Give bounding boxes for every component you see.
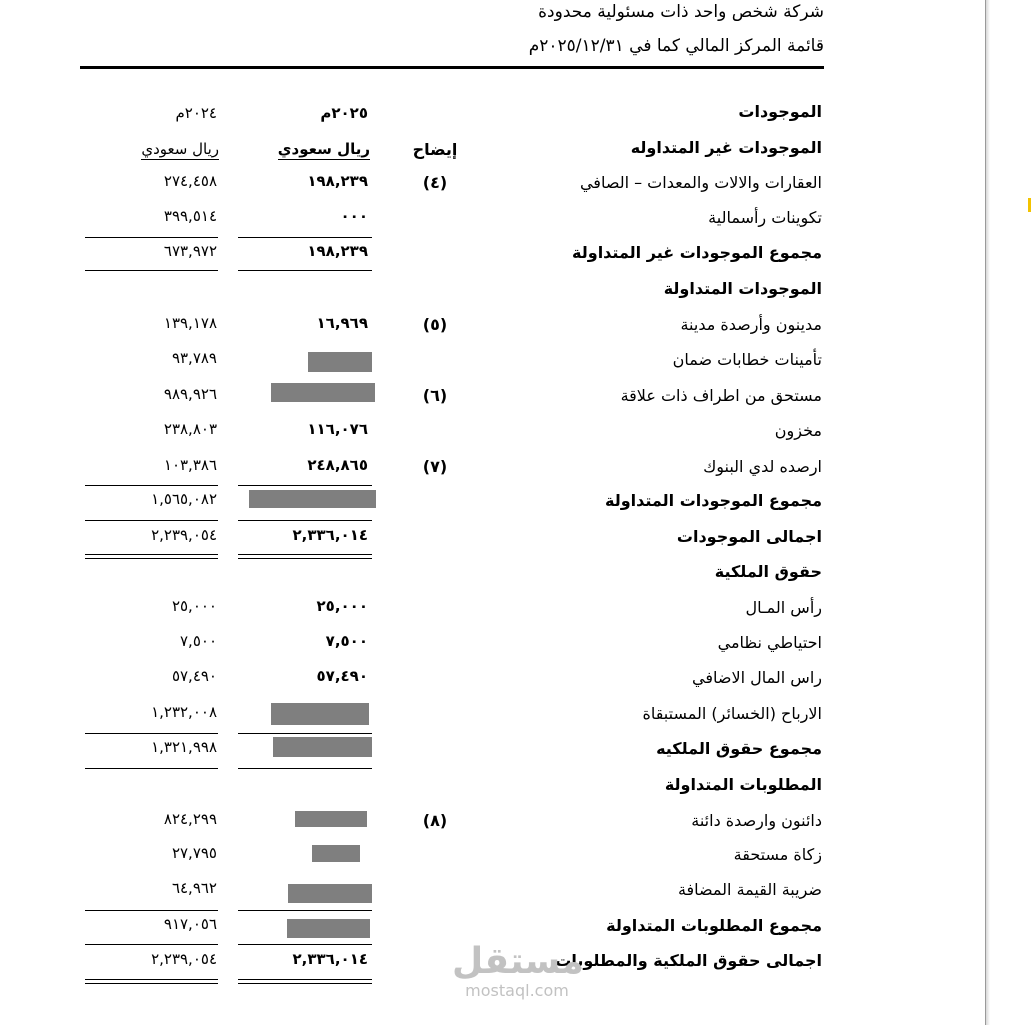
row-label: الارباح (الخسائر) المستبقاة — [642, 704, 822, 723]
row-note: (٨) — [422, 811, 448, 830]
value-2024: ٩٣,٧٨٩ — [171, 349, 217, 367]
currency-2024-header: ريال سعودي — [141, 140, 219, 158]
row-note: (٤) — [422, 173, 448, 192]
table-row — [0, 309, 1034, 343]
row-label: اجمالى حقوق الملكية والمطلوبات — [555, 951, 822, 970]
value-2024: ٢٧٤,٤٥٨ — [163, 172, 217, 190]
value-2025: ١٩٨,٢٣٩ — [307, 242, 368, 260]
value-2025: ٢٥,٠٠٠ — [316, 597, 368, 615]
table-row — [0, 910, 1034, 944]
subtotal-rule — [85, 733, 218, 734]
redaction-block — [249, 490, 376, 508]
row-label: مخزون — [774, 421, 822, 440]
total-double-rule — [85, 979, 218, 984]
note-column-header: إيضاح — [412, 140, 458, 159]
table-row — [0, 380, 1034, 414]
subtotal-rule — [85, 270, 218, 271]
table-row — [0, 733, 1034, 767]
value-2025: ٧,٥٠٠ — [325, 632, 368, 650]
row-label: دائنون وارصدة دائنة — [691, 811, 822, 830]
total-double-rule — [238, 979, 372, 984]
redaction-block — [308, 352, 372, 372]
value-2024: ٢,٢٣٩,٠٥٤ — [151, 950, 217, 968]
subtotal-rule — [238, 520, 372, 521]
row-note: (٧) — [422, 457, 448, 476]
total-double-rule — [238, 554, 372, 559]
table-row — [0, 344, 1034, 378]
table-row — [0, 769, 1034, 803]
subtotal-rule — [85, 910, 218, 911]
watermark-url: mostaql.com — [465, 981, 569, 1000]
row-label: مجموع الموجودات المتداولة — [605, 491, 822, 510]
value-2025: ٢٤٨,٨٦٥ — [307, 456, 368, 474]
table-row — [0, 132, 1034, 166]
subtotal-rule — [238, 237, 372, 238]
row-label: الموجودات غير المتداوله — [630, 138, 822, 157]
value-2024: ٦٧٣,٩٧٢ — [163, 242, 217, 260]
value-2025: ٥٧,٤٩٠ — [316, 667, 368, 685]
row-label: الموجودات المتداولة — [663, 279, 822, 298]
row-note: (٥) — [422, 315, 448, 334]
table-row — [0, 167, 1034, 201]
year-2025-header: ٢٠٢٥م — [320, 104, 368, 122]
table-row — [0, 521, 1034, 555]
value-2024: ٦٤,٩٦٢ — [171, 879, 217, 897]
table-row — [0, 874, 1034, 908]
table-row — [0, 662, 1034, 696]
subtotal-rule — [85, 944, 218, 945]
subtotal-rule — [238, 768, 372, 769]
company-name: شركة شخص واحد ذات مسئولية محدودة — [538, 2, 824, 22]
subtotal-rule — [238, 733, 372, 734]
subtotal-rule — [85, 485, 218, 486]
subtotal-rule — [238, 944, 372, 945]
table-row — [0, 237, 1034, 271]
row-label: حقوق الملكية — [714, 562, 822, 581]
table-row — [0, 839, 1034, 873]
row-label: مجموع المطلوبات المتداولة — [606, 916, 822, 935]
mostaql-watermark — [452, 942, 582, 1000]
row-label: المطلوبات المتداولة — [664, 775, 822, 794]
row-label: زكاة مستحقة — [733, 845, 822, 864]
currency-2025-header: ريال سعودي — [277, 140, 370, 158]
table-row — [0, 451, 1034, 485]
value-2024: ٥٧,٤٩٠ — [171, 667, 217, 685]
row-label: تكوينات رأسمالية — [708, 208, 822, 227]
table-row — [0, 556, 1034, 590]
value-2025: ١١٦,٠٧٦ — [307, 420, 368, 438]
subtotal-rule — [238, 485, 372, 486]
total-double-rule — [85, 554, 218, 559]
row-label: مجموع الموجودات غير المتداولة — [572, 243, 822, 262]
value-2024: ٢,٢٣٩,٠٥٤ — [151, 526, 217, 544]
value-2024: ٧,٥٠٠ — [180, 632, 217, 650]
table-row — [0, 96, 1034, 130]
subtotal-rule — [85, 237, 218, 238]
row-label: مجموع حقوق الملكيه — [656, 739, 822, 758]
table-row — [0, 698, 1034, 732]
watermark-logo-text: مستقل — [452, 941, 584, 982]
table-row — [0, 273, 1034, 307]
subtotal-rule — [85, 520, 218, 521]
value-2024: ٢٣٨,٨٠٣ — [163, 420, 217, 438]
row-label: الموجودات — [738, 102, 822, 121]
table-row — [0, 592, 1034, 626]
row-label: تأمينات خطابات ضمان — [672, 350, 822, 369]
redaction-block — [273, 737, 372, 757]
subtotal-rule — [85, 768, 218, 769]
value-2024: ١,٥٦٥,٠٨٢ — [151, 490, 217, 508]
row-label: اجمالى الموجودات — [676, 527, 822, 546]
table-row — [0, 202, 1034, 236]
row-label: العقارات والالات والمعدات – الصافي — [579, 173, 822, 192]
value-2024: ١,٣٢١,٩٩٨ — [151, 738, 217, 756]
value-2025: ٢,٣٣٦,٠١٤ — [292, 526, 368, 544]
value-2024: ١,٢٣٢,٠٠٨ — [151, 703, 217, 721]
table-row — [0, 627, 1034, 661]
table-row — [0, 485, 1034, 519]
redaction-block — [312, 845, 360, 862]
value-2024: ٩٨٩,٩٢٦ — [163, 385, 217, 403]
value-2024: ٢٧,٧٩٥ — [171, 844, 217, 862]
row-label: رأس المـال — [745, 598, 822, 617]
redaction-block — [271, 383, 375, 402]
row-label: ضريبة القيمة المضافة — [677, 880, 822, 899]
table-row — [0, 805, 1034, 839]
statement-title: قائمة المركز المالي كما في ٢٠٢٥/١٢/٣١م — [528, 36, 824, 56]
value-2025: ١٦,٩٦٩ — [316, 314, 368, 332]
value-2024: ١٣٩,١٧٨ — [163, 314, 217, 332]
value-2025: ١٩٨,٢٣٩ — [307, 172, 368, 190]
table-row — [0, 415, 1034, 449]
value-2024: ١٠٣,٣٨٦ — [163, 456, 217, 474]
row-label: مستحق من اطراف ذات علاقة — [620, 386, 822, 405]
value-2024: ٢٥,٠٠٠ — [171, 597, 217, 615]
value-2025: ٠٠٠ — [340, 207, 368, 225]
value-2024: ٩١٧,٠٥٦ — [163, 915, 217, 933]
title-underline — [80, 66, 824, 69]
row-note: (٦) — [422, 386, 448, 405]
value-2024: ٣٩٩,٥١٤ — [163, 207, 217, 225]
value-2024: ٨٢٤,٢٩٩ — [163, 810, 217, 828]
value-2025: ٢,٣٣٦,٠١٤ — [292, 950, 368, 968]
row-label: احتياطي نظامي — [717, 633, 822, 652]
row-label: ارصده لدي البنوك — [703, 457, 822, 476]
row-label: مدينون وأرصدة مدينة — [680, 315, 822, 334]
subtotal-rule — [238, 910, 372, 911]
row-label: راس المال الاضافي — [692, 668, 822, 687]
subtotal-rule — [238, 270, 372, 271]
year-2024-header: ٢٠٢٤م — [175, 104, 217, 122]
redaction-block — [271, 703, 369, 725]
redaction-block — [287, 919, 370, 938]
redaction-block — [295, 811, 367, 827]
redaction-block — [288, 884, 372, 903]
